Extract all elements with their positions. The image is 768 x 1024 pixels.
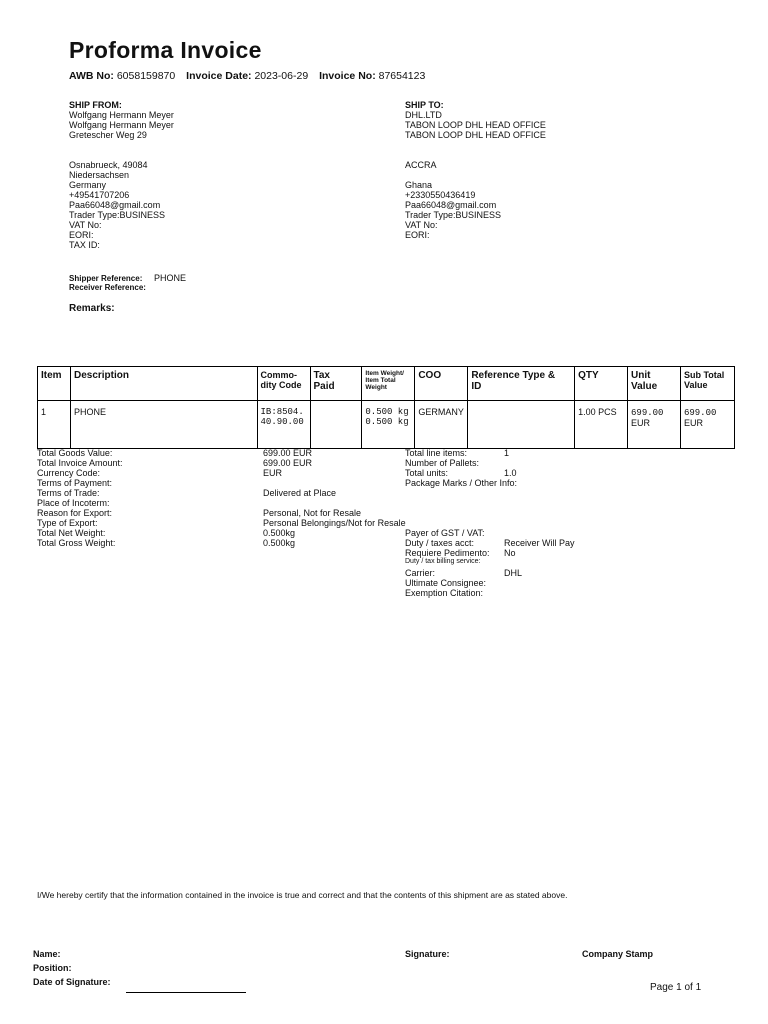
cell-description: PHONE xyxy=(70,401,257,449)
invoice-number-value: 87654123 xyxy=(378,70,426,82)
summary-label: Type of Export: xyxy=(37,518,98,528)
ship-to-block xyxy=(405,100,546,140)
ship-from-line: Gretescher Weg 29 xyxy=(69,130,147,140)
summary-value xyxy=(263,498,406,508)
total-line-items-value: 1 xyxy=(504,448,510,458)
ship-from-details xyxy=(69,160,165,250)
ship-from-trader-type: Trader Type:BUSINESS xyxy=(69,210,166,220)
summary-label: Currency Code: xyxy=(37,468,101,478)
cell-commodity-code: IB:8504. 40.90.00 xyxy=(257,401,310,449)
ship-from-state: Niedersachsen xyxy=(69,170,130,180)
ship-to-details xyxy=(405,160,501,240)
shipper-reference-label: Shipper Reference: xyxy=(69,274,143,283)
summary-label: Terms of Trade: xyxy=(37,488,100,498)
ship-from-vat: VAT No: xyxy=(69,220,102,230)
cell-tax-paid xyxy=(310,401,362,449)
carrier-label: Carrier: xyxy=(405,568,436,578)
name-label: Name: xyxy=(33,949,61,959)
ship-from-country: Germany xyxy=(69,180,107,190)
ship-to-heading: SHIP TO: xyxy=(405,100,444,110)
receiver-reference-label: Receiver Reference: xyxy=(69,283,146,292)
page-title: Proforma Invoice xyxy=(69,37,262,63)
table-header-row xyxy=(38,367,735,401)
payer-gst-label: Payer of GST / VAT: xyxy=(405,528,485,538)
cell-coo: GERMANY xyxy=(415,401,468,449)
ship-from-email: Paa66048@gmail.com xyxy=(69,200,161,210)
ship-from-line: Wolfgang Hermann Meyer xyxy=(69,110,174,120)
line-items-table xyxy=(37,366,735,449)
exemption-citation-label: Exemption Citation: xyxy=(405,588,484,598)
signature-label: Signature: xyxy=(405,949,450,959)
summary-value: Personal, Not for Resale xyxy=(263,508,362,518)
ship-from-line: Wolfgang Hermann Meyer xyxy=(69,120,174,130)
ship-to-line: TABON LOOP DHL HEAD OFFICE xyxy=(405,120,546,130)
header-coo: COO xyxy=(415,367,468,401)
shipper-reference-value: PHONE xyxy=(154,273,187,283)
ship-to-eori: EORI: xyxy=(405,230,430,240)
summary-label: Terms of Payment: xyxy=(37,478,113,488)
total-line-items-label: Total line items: xyxy=(405,448,468,458)
ship-from-city: Osnabrueck, 49084 xyxy=(69,160,148,170)
header-commodity-code: Commo- dity Code xyxy=(257,367,310,401)
invoice-date-value: 2023-06-29 xyxy=(254,70,309,82)
date-of-signature-label: Date of Signature: xyxy=(33,977,111,987)
billing-service-label: Duty / tax billing service: xyxy=(405,558,481,565)
cell-sub-total-value: 699.00 EUR xyxy=(680,401,734,449)
ship-to-line: DHL.LTD xyxy=(405,110,442,120)
duty-taxes-value: Receiver Will Pay xyxy=(504,538,575,548)
summary-label: Total Goods Value: xyxy=(37,448,113,458)
summary-label: Total Invoice Amount: xyxy=(37,458,123,468)
ship-from-eori: EORI: xyxy=(69,230,94,240)
cell-item: 1 xyxy=(38,401,71,449)
ship-to-blank xyxy=(405,170,501,180)
ship-from-block xyxy=(69,100,174,140)
ultimate-consignee-label: Ultimate Consignee: xyxy=(405,578,487,588)
header-description: Description xyxy=(70,367,257,401)
duty-taxes-label: Duty / taxes acct: xyxy=(405,538,475,548)
invoice-date-label: Invoice Date: xyxy=(186,70,252,82)
invoice-number-label: Invoice No: xyxy=(319,70,376,82)
package-marks-label: Package Marks / Other Info: xyxy=(405,478,518,488)
summary-value: 0.500kg xyxy=(263,538,296,548)
signature-date-line xyxy=(126,992,246,993)
number-of-pallets-label: Number of Pallets: xyxy=(405,458,480,468)
page-number: Page 1 of 1 xyxy=(650,982,702,993)
summary-value: Delivered at Place xyxy=(263,488,337,498)
header-reference-type: Reference Type & ID xyxy=(468,367,575,401)
certification-text: I/We hereby certify that the information contained in the invoice is true and correct and that the contents of this shipment are as stated above. xyxy=(37,890,568,900)
cell-item-weight: 0.500 kg 0.500 kg xyxy=(362,401,415,449)
carrier-value: DHL xyxy=(504,568,523,578)
table-row xyxy=(38,401,735,449)
ship-to-trader-type: Trader Type:BUSINESS xyxy=(405,210,502,220)
awb-value: 6058159870 xyxy=(116,70,176,82)
cell-unit-value: 699.00 EUR xyxy=(628,401,681,449)
ship-to-country: Ghana xyxy=(405,180,433,190)
total-units-label: Total units: xyxy=(405,468,449,478)
invoice-meta xyxy=(69,70,425,83)
ship-from-phone: +49541707206 xyxy=(69,190,130,200)
total-units-value: 1.0 xyxy=(504,468,517,478)
ship-to-vat: VAT No: xyxy=(405,220,438,230)
summary-label: Total Gross Weight: xyxy=(37,538,116,548)
header-sub-total-value: Sub Total Value xyxy=(680,367,734,401)
summary-label: Reason for Export: xyxy=(37,508,113,518)
ship-from-heading: SHIP FROM: xyxy=(69,100,122,110)
summary-left-labels xyxy=(37,448,123,548)
summary-value: 699.00 EUR xyxy=(263,448,313,458)
summary-value: 0.500kg xyxy=(263,528,296,538)
cell-reference xyxy=(468,401,575,449)
summary-label: Place of Incoterm: xyxy=(37,498,110,508)
ship-to-phone: +2330550436419 xyxy=(405,190,476,200)
ship-to-line: TABON LOOP DHL HEAD OFFICE xyxy=(405,130,546,140)
ship-from-tax-id: TAX ID: xyxy=(69,240,100,250)
ship-to-city: ACCRA xyxy=(405,160,437,170)
header-item: Item xyxy=(38,367,71,401)
pedimento-value: No xyxy=(504,548,516,558)
position-label: Position: xyxy=(33,963,72,973)
header-unit-value: Unit Value xyxy=(628,367,681,401)
cell-qty: 1.00 PCS xyxy=(575,401,628,449)
remarks-label: Remarks: xyxy=(69,303,115,314)
header-qty: QTY xyxy=(575,367,628,401)
summary-value: 699.00 EUR xyxy=(263,458,313,468)
company-stamp-label: Company Stamp xyxy=(582,949,654,959)
awb-label: AWB No: xyxy=(69,70,114,82)
summary-value: Personal Belongings/Not for Resale xyxy=(263,518,406,528)
header-item-weight: Item Weight/ Item Total Weight xyxy=(362,367,415,401)
summary-value: EUR xyxy=(263,468,283,478)
summary-left-values xyxy=(263,448,406,548)
pedimento-label: Requiere Pedimento: xyxy=(405,548,490,558)
summary-label: Total Net Weight: xyxy=(37,528,106,538)
header-tax-paid: Tax Paid xyxy=(310,367,362,401)
ship-to-email: Paa66048@gmail.com xyxy=(405,200,497,210)
summary-value xyxy=(263,478,406,488)
